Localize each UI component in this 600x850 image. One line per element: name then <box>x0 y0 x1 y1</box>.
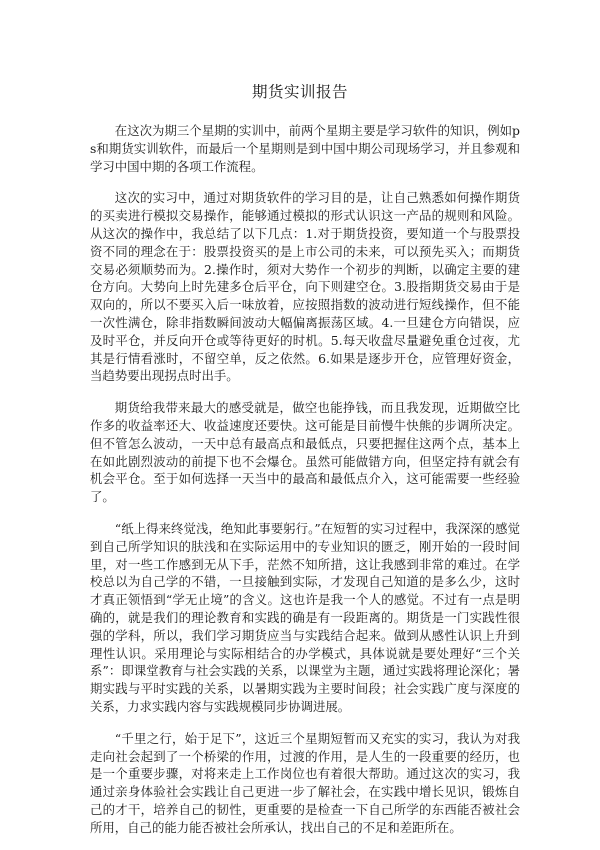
paragraph-4: “纸上得来终觉浅，绝知此事要躬行。”在短暂的实习过程中，我深深的感觉到自己所学知识的肤浅和在实际运用中的专业知识的匮乏，刚开始的一段时间里，对一些工作感到无从下手，茫然不知所措，这让我感到非常的难过。在学校总以为自己学的不错，一旦接触到实际，才发现自己知道的是多么少，这时才真正领悟到“学无止境”的含义。这也许是我一个人的感觉。不过有一点是明确的，就是我们的理论教育和实践的确是有一段距离的。期货是一门实践性很强的学科，所以，我们学习期货应当与实践结合起来。做到从感性认识上升到理性认识。采用理论与实际相结合的办学模式，具体说就是要处理好“三个关系”：即课堂教育与社会实践的关系，以课堂为主题，通过实践将理论深化；暑期实践与平时实践的关系，以暑期实践为主要时间段；社会实践广度与深度的关系，力求实践内容与实践规模同步协调进展。 <box>90 520 520 714</box>
paragraph-5: “千里之行，始于足下”，这近三个星期短暂而又充实的实习，我认为对我走向社会起到了一个桥梁的作用，过渡的作用，是人生的一段重要的经历，也是一个重要步骤，对将来走上工作岗位也有着很大帮助。通过这次的实习，我通过亲身体验社会实践让自己更进一步了解社会，在实践中增长见识，锻炼自己的才干，培养自己的韧性，更重要的是检查一下自己所学的东西能否被社会所用，自己的能力能否被社会所承认，找出自己的不足和差距所在。 <box>90 730 520 835</box>
document-body <box>90 122 520 850</box>
document-title: 期货实训报告 <box>251 83 348 101</box>
paragraph-3: 期货给我带来最大的感受就是，做空也能挣钱，而且我发现，近期做空比作多的收益率还大、收益速度还要快。这可能是目前慢牛快熊的步调所决定。但不管怎么波动，一天中总有最高点和最低点，只要把握住这两个点，基本上在如此剧烈波动的前提下也不会爆仓。虽然可能做错方向，但坚定持有就会有机会平仓。至于如何选择一天当中的最高和最低点介入，这可能需要一些经验了。 <box>90 400 520 505</box>
paragraph-1: 在这次为期三个星期的实训中，前两个星期主要是学习软件的知识，例如ps和期货实训软件，而最后一个星期则是到中国中期公司现场学习，并且参观和学习中国中期的各项工作流程。 <box>90 123 520 174</box>
paragraph-2: 这次的实习中，通过对期货软件的学习目的是，让自己熟悉如何操作期货的买卖进行模拟交易操作，能够通过模拟的形式认识这一产品的规则和风险。从这次的操作中，我总结了以下几点：1.对于期货投资，要知道一个与股票投资不同的理念在于：股票投资买的是上市公司的未来，可以预先买入；而期货交易必须顺势而为。2.操作时，须对大势作一个初步的判断，以确定主要的建仓方向。大势向上时先建多仓后平仓，向下则建空仓。3.股指期货交易由于是双向的，所以不要买入后一味放着，应按照指数的波动进行短线操作，但不能一次性满仓，除非指数瞬间波动大幅偏离振荡区域。4.一旦建仓方向错误，应及时平仓，并反向开仓或等待更好的时机。5.每天收盘尽量避免重仓过夜，尤其是行情看涨时，不留空单，反之依然。6.如果是逐步开仓，应管理好资金，当趋势要出现拐点时出手。 <box>90 190 520 384</box>
